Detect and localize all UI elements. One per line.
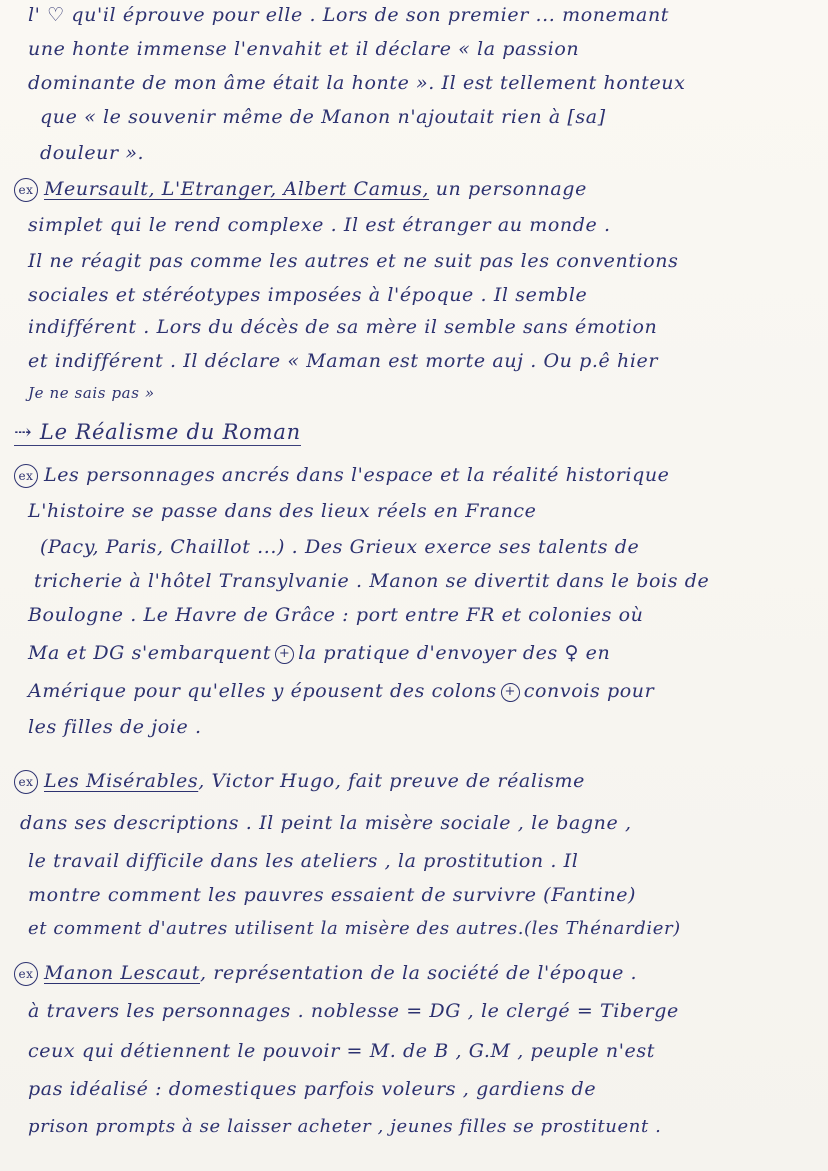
example-reference: Meursault, L'Etranger, Albert Camus, [44, 178, 430, 200]
text-line: que « le souvenir même de Manon n'ajoutait rien à [sa] [40, 106, 606, 128]
example-reference: Les Misérables [44, 770, 199, 792]
example-text: Les personnages ancrés dans l'espace et la réalité historique [44, 464, 670, 486]
example-hugo [14, 770, 585, 794]
text-segment: la pratique d'envoyer des ♀ en [298, 642, 611, 664]
text-line: et comment d'autres utilisent la misère des autres.(les Thénardier) [28, 918, 681, 939]
ex-badge: ex [14, 178, 38, 202]
text-line: à travers les personnages . noblesse = DG , le clergé = Tiberge [28, 1000, 679, 1022]
text-line: indifférent . Lors du décès de sa mère il semble sans émotion [28, 316, 658, 338]
text-line: dominante de mon âme était la honte ». Il est tellement honteux [28, 72, 686, 94]
text-line: simplet qui le rend complexe . Il est étranger au monde . [28, 214, 611, 236]
text-line [28, 642, 610, 664]
text-segment: Amérique pour qu'elles y épousent des colons [28, 680, 497, 702]
text-segment: Ma et DG s'embarquent [28, 642, 272, 664]
text-line: douleur ». [40, 142, 145, 164]
example-realism [14, 464, 670, 488]
example-camus [14, 178, 587, 202]
text-line: L'histoire se passe dans des lieux réels en France [28, 500, 537, 522]
text-line: le travail difficile dans les ateliers , la prostitution . Il [28, 850, 579, 872]
plus-icon: + [501, 683, 520, 702]
example-text: , représentation de la société de l'époque . [200, 962, 638, 984]
text-line: ceux qui détiennent le pouvoir = M. de B , G.M , peuple n'est [28, 1040, 655, 1062]
text-line: les filles de joie . [28, 716, 202, 738]
example-reference: Manon Lescaut [44, 962, 200, 984]
arrow-icon: ⇢ [14, 420, 33, 444]
ex-badge: ex [14, 770, 38, 794]
text-line: une honte immense l'envahit et il déclare « la passion [28, 38, 580, 60]
text-line: prison prompts à se laisser acheter , jeunes filles se prostituent . [28, 1116, 662, 1137]
text-segment: convois pour [523, 680, 655, 702]
text-line: Il ne réagit pas comme les autres et ne suit pas les conventions [28, 250, 679, 272]
text-line: pas idéalisé : domestiques parfois voleurs , gardiens de [28, 1078, 597, 1100]
text-line: l' ♡ qu'il éprouve pour elle . Lors de son premier ... monemant [28, 4, 670, 26]
text-line: tricherie à l'hôtel Transylvanie . Manon se divertit dans le bois de [34, 570, 710, 592]
text-line: sociales et stéréotypes imposées à l'époque . Il semble [28, 284, 588, 306]
ex-badge: ex [14, 464, 38, 488]
section-heading [14, 420, 301, 446]
text-line: Je ne sais pas » [28, 384, 155, 402]
text-line: et indifférent . Il déclare « Maman est morte auj . Ou p.ê hier [28, 350, 659, 372]
ex-badge: ex [14, 962, 38, 986]
text-line [28, 680, 654, 702]
example-manon [14, 962, 637, 986]
example-text: , Victor Hugo, fait preuve de réalisme [198, 770, 586, 792]
text-line: montre comment les pauvres essaient de survivre (Fantine) [28, 884, 637, 906]
text-line: dans ses descriptions . Il peint la misère sociale , le bagne , [20, 812, 632, 834]
text-line: Boulogne . Le Havre de Grâce : port entre FR et colonies où [28, 604, 644, 626]
section-title: Le Réalisme du Roman [39, 420, 301, 444]
plus-icon: + [275, 645, 294, 664]
text-line: (Pacy, Paris, Chaillot ...) . Des Grieux exerce ses talents de [40, 536, 640, 558]
example-text: un personnage [435, 178, 587, 200]
